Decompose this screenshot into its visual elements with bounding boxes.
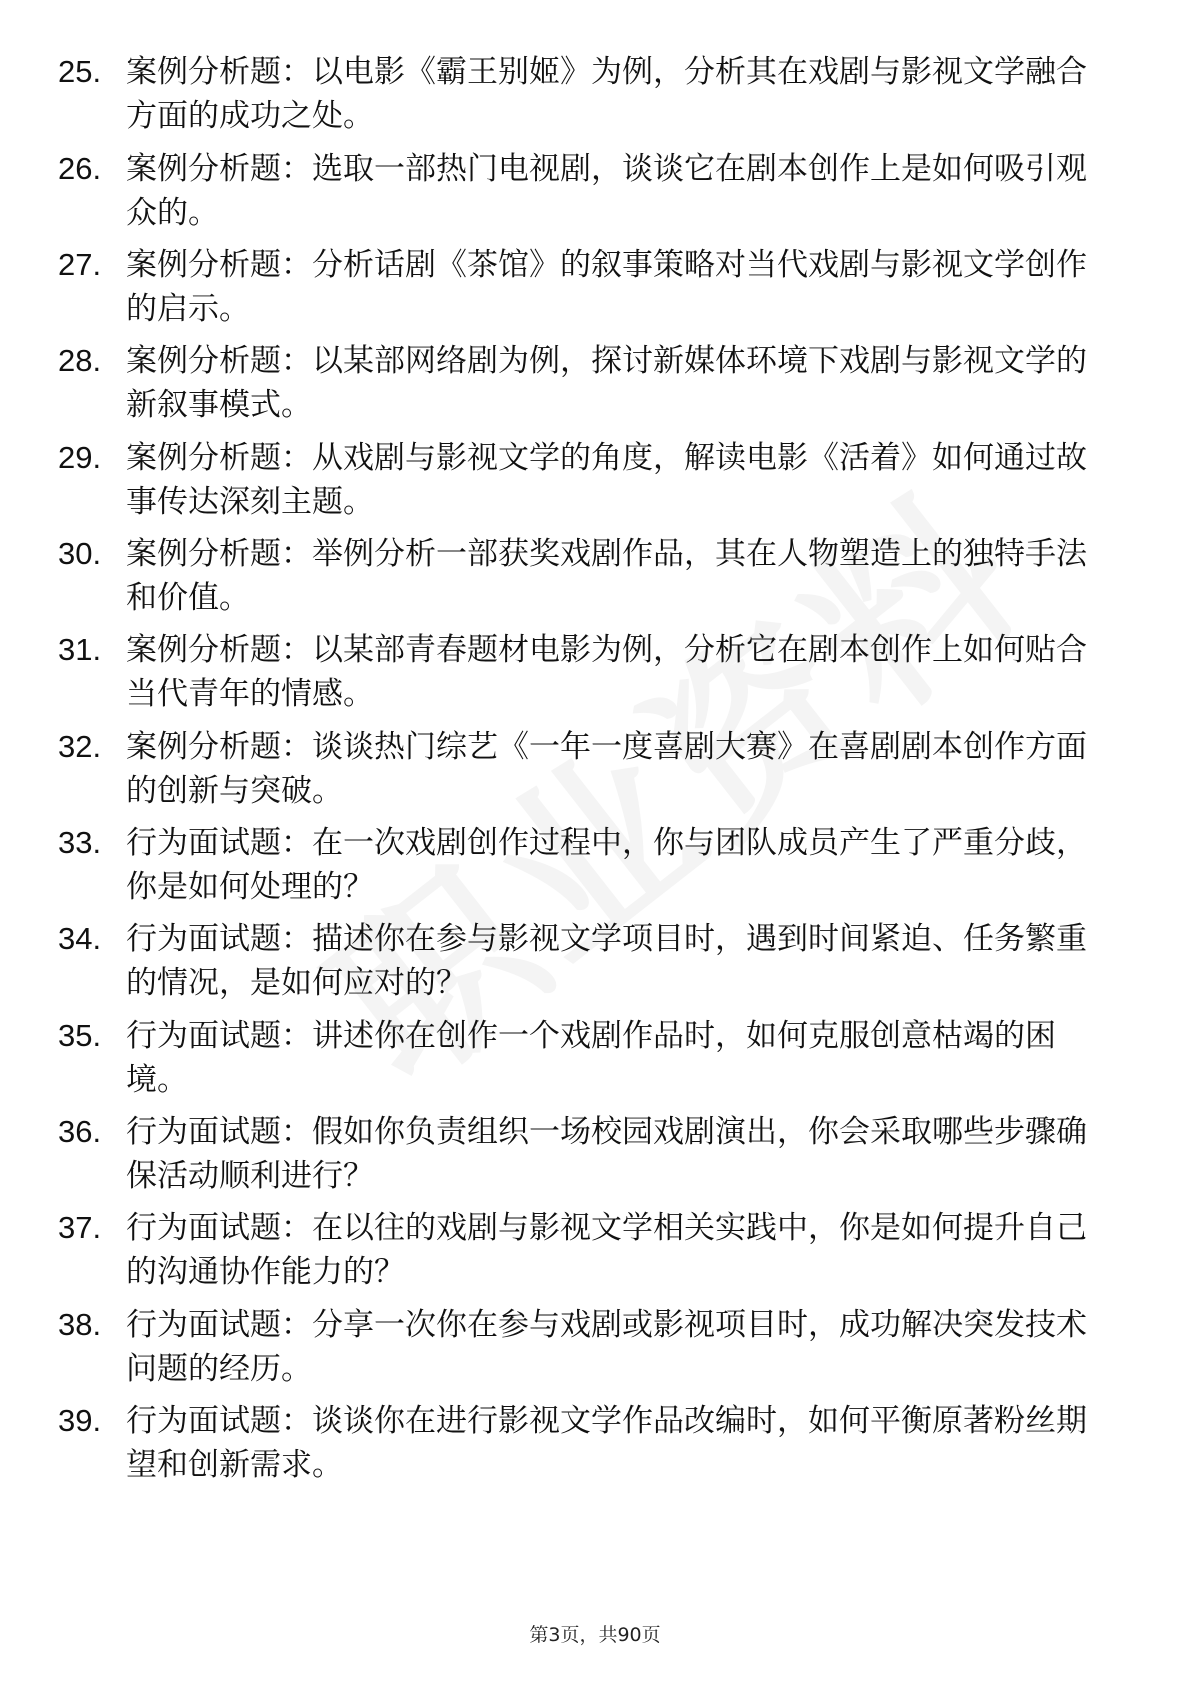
list-item (58, 147, 1108, 235)
list-item (58, 917, 1108, 1005)
question-text: 案例分析题：以某部网络剧为例，探讨新媒体环境下戏剧与影视文学的新叙事模式。 (126, 343, 1087, 423)
question-text: 行为面试题：讲述你在创作一个戏剧作品时，如何克服创意枯竭的困境。 (126, 1018, 1056, 1098)
list-item (58, 436, 1108, 524)
list-item (58, 1399, 1108, 1487)
list-item (58, 1110, 1108, 1198)
question-number: 32. (58, 729, 102, 764)
list-item (58, 1206, 1108, 1294)
question-text: 案例分析题：以某部青春题材电影为例，分析它在剧本创作上如何贴合当代青年的情感。 (126, 632, 1087, 712)
question-text: 行为面试题：描述你在参与影视文学项目时，遇到时间紧迫、任务繁重的情况，是如何应对的？ (126, 921, 1087, 1001)
question-text: 案例分析题：选取一部热门电视剧，谈谈它在剧本创作上是如何吸引观众的。 (126, 151, 1087, 231)
question-number: 35. (58, 1018, 102, 1053)
list-item (58, 532, 1108, 620)
question-number: 37. (58, 1210, 102, 1245)
question-number: 33. (58, 825, 102, 860)
question-text: 案例分析题：分析话剧《茶馆》的叙事策略对当代戏剧与影视文学创作的启示。 (126, 247, 1087, 327)
question-number: 27. (58, 247, 102, 282)
page-footer: 第3页，共90页 (529, 1624, 661, 1646)
list-item (58, 50, 1108, 138)
question-text: 行为面试题：谈谈你在进行影视文学作品改编时，如何平衡原著粉丝期望和创新需求。 (126, 1403, 1087, 1483)
question-number: 25. (58, 54, 102, 89)
question-number: 26. (58, 151, 102, 186)
question-text: 案例分析题：举例分析一部获奖戏剧作品，其在人物塑造上的独特手法和价值。 (126, 536, 1087, 616)
question-number: 36. (58, 1114, 102, 1149)
question-text: 行为面试题：在一次戏剧创作过程中，你与团队成员产生了严重分歧，你是如何处理的？ (126, 825, 1087, 905)
question-number: 29. (58, 440, 102, 475)
question-number: 30. (58, 536, 102, 571)
question-text: 行为面试题：分享一次你在参与戏剧或影视项目时，成功解决突发技术问题的经历。 (126, 1307, 1087, 1387)
list-item (58, 725, 1108, 813)
list-item (58, 1014, 1108, 1102)
question-text: 案例分析题：谈谈热门综艺《一年一度喜剧大赛》在喜剧剧本创作方面的创新与突破。 (126, 729, 1087, 809)
question-text: 案例分析题：从戏剧与影视文学的角度，解读电影《活着》如何通过故事传达深刻主题。 (126, 440, 1087, 520)
list-item (58, 1303, 1108, 1391)
question-number: 28. (58, 343, 102, 378)
question-text: 案例分析题：以电影《霸王别姬》为例，分析其在戏剧与影视文学融合方面的成功之处。 (126, 54, 1087, 134)
list-item (58, 628, 1108, 716)
question-text: 行为面试题：假如你负责组织一场校园戏剧演出，你会采取哪些步骤确保活动顺利进行？ (126, 1114, 1087, 1194)
question-number: 31. (58, 632, 102, 667)
question-number: 34. (58, 921, 102, 956)
list-item (58, 339, 1108, 427)
question-number: 39. (58, 1403, 102, 1438)
question-text: 行为面试题：在以往的戏剧与影视文学相关实践中，你是如何提升自己的沟通协作能力的？ (126, 1210, 1087, 1290)
list-item (58, 821, 1108, 909)
question-number: 38. (58, 1307, 102, 1342)
list-item (58, 243, 1108, 331)
